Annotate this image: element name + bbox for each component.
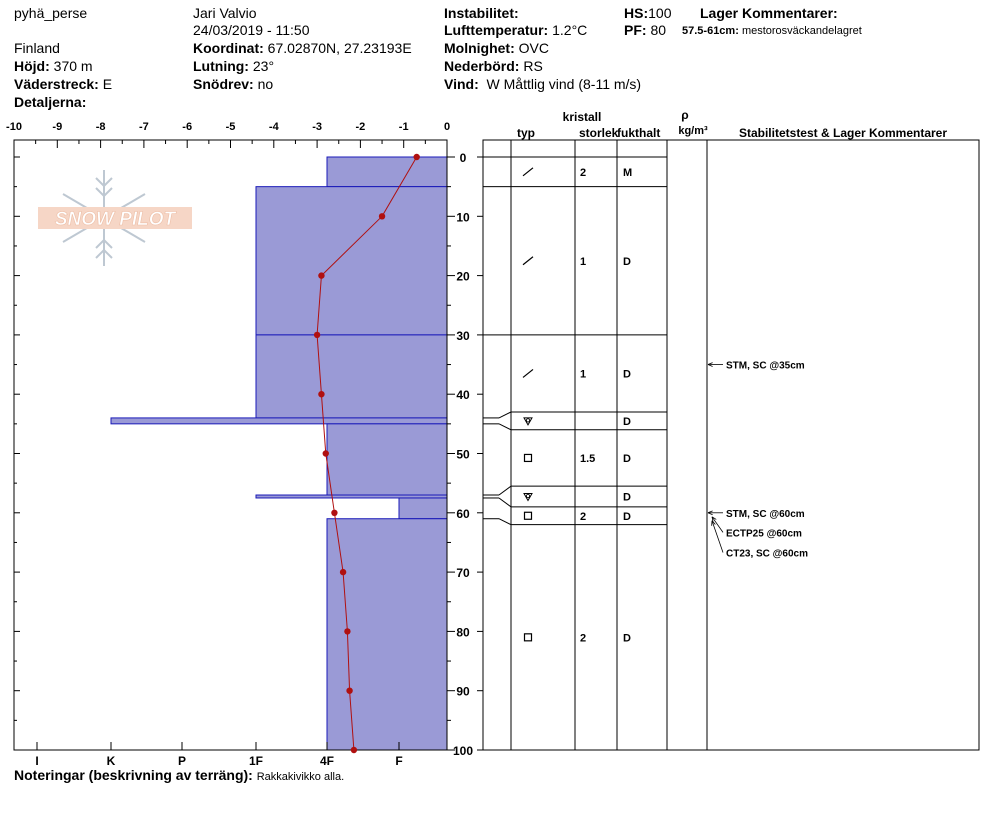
grain-size: 1	[580, 255, 587, 268]
grain-square-icon	[525, 634, 532, 641]
hardness-bar	[327, 424, 447, 495]
grain-slash-icon	[523, 257, 533, 265]
hardness-bar	[111, 418, 447, 424]
hs-value: 100	[648, 5, 672, 21]
col-typ: typ	[517, 126, 535, 140]
coords-label: Koordinat:	[193, 40, 264, 56]
hs-label: HS:	[624, 5, 649, 21]
connector-diag	[499, 424, 511, 430]
test-pointer	[712, 521, 723, 553]
layer-table-frame	[483, 140, 979, 750]
temperature-point	[318, 391, 324, 397]
grain-size: 1	[580, 368, 587, 381]
hardness-tick-label: 4F	[319, 754, 335, 768]
layer-comment-text: mestorosväckandelagret	[741, 25, 862, 37]
temperature-point	[331, 510, 337, 516]
stability-test: STM, SC @35cm	[726, 360, 805, 372]
depth-tick-label: 20	[456, 269, 470, 284]
grain-size: 1.5	[580, 452, 596, 465]
col-tests: Stabilitetstest & Lager Kommentarer	[738, 126, 948, 140]
depth-tick-label: 50	[456, 447, 470, 462]
elevation-value: 370 m	[53, 58, 93, 74]
temperature-point	[346, 688, 352, 694]
moisture: D	[623, 510, 631, 523]
col-fukthalt: fukthalt	[617, 126, 661, 140]
col-storlek: storlek	[579, 126, 619, 140]
hardness-tick-label: 1F	[248, 754, 264, 768]
temperature-point	[340, 569, 346, 575]
temp-tick-label: -5	[225, 121, 236, 133]
temp-tick-label: -8	[95, 121, 106, 133]
temperature-point	[413, 154, 419, 160]
hardness-tick-label: K	[106, 754, 116, 768]
connector-diag	[499, 498, 511, 507]
precip-value: RS	[523, 58, 543, 74]
hardness-tick-label: F	[395, 754, 403, 768]
temp-tick-label: -1	[398, 121, 409, 133]
grain-slash-icon	[523, 168, 533, 176]
layer-comments-label: Lager Kommentarer:	[700, 5, 838, 21]
col-rho-unit: kg/m³	[678, 125, 708, 137]
drift-value: no	[257, 76, 274, 92]
connector-diag	[499, 486, 511, 495]
depth-tick-label: 10	[456, 210, 470, 225]
moisture: D	[623, 255, 631, 268]
snowpilot-logo	[38, 170, 192, 266]
depth-tick-label: 0	[459, 151, 467, 165]
hardness-tick-label: I	[35, 754, 39, 768]
sky-value: OVC	[518, 40, 549, 56]
grain-size: 2	[580, 632, 587, 645]
datetime: 24/03/2019 - 11:50	[193, 22, 310, 38]
grain-square-icon	[525, 454, 532, 461]
temp-tick-label: -4	[268, 121, 279, 133]
hardness-bar	[399, 498, 447, 519]
depth-tick-label: 90	[456, 684, 470, 699]
drift-label: Snödrev:	[193, 76, 254, 92]
temp-tick-label: -2	[355, 121, 366, 133]
location-name: pyhä_perse	[14, 5, 88, 21]
wind-label: Vind:	[444, 76, 479, 92]
elevation-label: Höjd:	[14, 58, 50, 74]
temp-tick-label: -6	[182, 121, 193, 133]
pf-label: PF:	[624, 22, 647, 38]
connector-diag	[499, 519, 511, 525]
slope-value: 23°	[252, 58, 275, 74]
hardness-bar	[327, 519, 447, 750]
moisture: D	[623, 491, 631, 504]
temperature-point	[379, 213, 385, 219]
hardness-bar	[327, 157, 447, 187]
country: Finland	[14, 40, 60, 56]
hardness-bar	[256, 335, 447, 418]
grain-slash-icon	[523, 369, 533, 377]
details-label: Detaljerna:	[14, 94, 87, 110]
moisture: D	[623, 415, 631, 428]
temperature-point	[351, 747, 357, 753]
temp-tick-label: -9	[52, 121, 63, 133]
hardness-tick-label: P	[177, 754, 187, 768]
precip-label: Nederbörd:	[444, 58, 520, 74]
airtemp-label: Lufttemperatur:	[444, 22, 549, 38]
depth-tick-label: 40	[456, 388, 470, 403]
temperature-point	[318, 272, 324, 278]
moisture: D	[623, 368, 631, 381]
sky-label: Molnighet:	[444, 40, 515, 56]
depth-tick-label: 70	[456, 566, 470, 581]
stability-test: CT23, SC @60cm	[726, 548, 809, 560]
moisture: D	[623, 632, 631, 645]
temp-tick-label: -3	[312, 121, 322, 133]
temperature-point	[323, 450, 329, 456]
logo-text: SNOW PILOT	[54, 209, 176, 230]
depth-tick-label: 60	[456, 506, 470, 521]
grain-size: 2	[580, 510, 587, 523]
pf-value: 80	[650, 22, 667, 38]
hardness-bar	[256, 187, 447, 335]
coords-value: 67.02870N, 27.23193E	[267, 40, 412, 56]
col-kristall: kristall	[562, 110, 602, 124]
connector-diag	[499, 412, 511, 418]
notes-label: Noteringar (beskrivning av terräng):	[14, 767, 253, 783]
instability-label: Instabilitet:	[444, 5, 519, 21]
wind-value: W Måttlig vind (8-11 m/s)	[486, 76, 642, 92]
observer: Jari Valvio	[193, 5, 257, 21]
col-rho: ρ	[681, 108, 689, 122]
grain-facet-dot-icon	[526, 419, 529, 422]
stability-test: ECTP25 @60cm	[726, 528, 802, 540]
aspect-label: Väderstreck:	[14, 76, 99, 92]
airtemp-value: 1.2°C	[552, 22, 588, 38]
temperature-point	[314, 332, 320, 338]
depth-tick-label: 100	[452, 744, 474, 758]
temp-tick-label: -10	[6, 121, 22, 133]
aspect-value: E	[102, 76, 113, 92]
grain-size: 2	[580, 166, 587, 179]
stability-test: STM, SC @60cm	[726, 508, 805, 520]
temperature-point	[344, 628, 350, 634]
moisture: D	[623, 452, 631, 465]
moisture: M	[623, 166, 633, 179]
depth-tick-label: 80	[456, 625, 470, 640]
temp-tick-label: -7	[139, 121, 149, 133]
grain-facet-dot-icon	[526, 494, 529, 497]
slope-label: Lutning:	[193, 58, 249, 74]
temp-tick-label: 0	[443, 121, 451, 133]
notes-text: Rakkakivikko alla.	[256, 771, 345, 783]
depth-tick-label: 30	[456, 328, 470, 343]
grain-square-icon	[525, 512, 532, 519]
layer-comment-range: 57.5-61cm:	[682, 25, 739, 37]
